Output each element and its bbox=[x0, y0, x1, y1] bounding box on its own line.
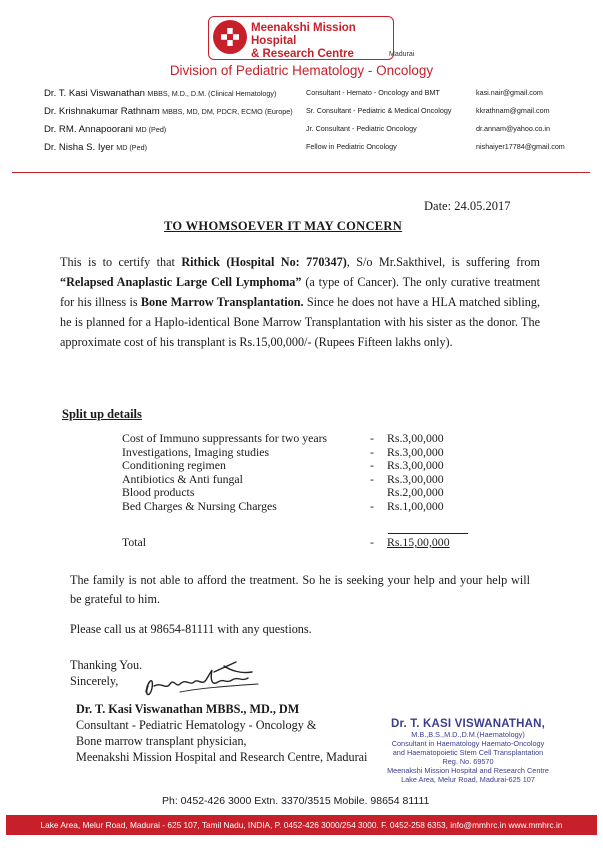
cost-dash: - bbox=[370, 444, 374, 459]
total-amount: Rs.15,00,000 bbox=[387, 535, 450, 549]
cost-amount: Rs.3,00,000 bbox=[387, 458, 444, 472]
phone-line: Ph: 0452-426 3000 Extn. 3370/3515 Mobile. 98654 81111 bbox=[162, 795, 430, 807]
doctor-name: Dr. Nisha S. Iyer bbox=[44, 142, 114, 153]
para-text: (a type of Cancer). The only curative treatment for his illness is bbox=[60, 275, 540, 309]
doctor-row bbox=[44, 124, 564, 142]
cost-row bbox=[122, 432, 482, 446]
cost-amount: Rs.2,00,000 bbox=[387, 485, 444, 499]
doctor-email: dr.annam@yahoo.co.in bbox=[476, 124, 551, 133]
signatory-title: Bone marrow transplant physician, bbox=[76, 734, 247, 748]
stamp-line: and Haematopoietic Stem Cell Transplantation bbox=[392, 748, 544, 757]
doctors-list bbox=[44, 88, 564, 160]
cost-row bbox=[122, 500, 482, 514]
cost-row bbox=[122, 459, 482, 473]
doctor-name: Dr. T. Kasi Viswanathan bbox=[44, 88, 145, 99]
family-paragraph: The family is not able to afford the treatment. So he is seeking your help and your help will be grateful to him. bbox=[70, 573, 530, 606]
logo-line2: & Research Centre bbox=[251, 48, 354, 60]
signatory-title: Meenakshi Mission Hospital and Research Centre, Madurai bbox=[76, 750, 368, 764]
cost-row bbox=[122, 446, 482, 460]
doctor-position: Jr. Consultant - Pediatric Oncology bbox=[306, 124, 417, 133]
treatment: Bone Marrow Transplantation. bbox=[140, 295, 304, 309]
closing bbox=[70, 657, 142, 689]
doctor-stamp bbox=[368, 718, 568, 784]
division-title: Division of Pediatric Hematology - Oncology bbox=[169, 63, 434, 78]
letter-date: Date: 24.05.2017 bbox=[424, 199, 511, 213]
doctor-row bbox=[44, 142, 564, 160]
cost-row bbox=[122, 473, 482, 487]
para-text: , S/o Mr.Sakthivel, is suffering from bbox=[346, 255, 540, 269]
sincerely-line: Sincerely, bbox=[70, 674, 119, 688]
split-up-title: Split up details bbox=[62, 407, 142, 421]
cost-dash: - bbox=[370, 498, 374, 513]
cost-label: Investigations, Imaging studies bbox=[122, 444, 270, 459]
thanking-line: Thanking You. bbox=[70, 658, 143, 672]
para-text: Since he does not have a HLA matched sibling, he is planned for a Haplo-identical Bone Marrow Transplantation with his sister as the donor. The approximate cost of his transplant is Rs.15,00,000/- (Rupees Fifteen lakhs only). bbox=[60, 295, 540, 349]
total-rule bbox=[388, 533, 468, 534]
doctor-position: Fellow in Pediatric Oncology bbox=[306, 142, 397, 151]
doctor-degrees: MBBS, M.D., D.M. (Clinical Hematology) bbox=[147, 89, 277, 98]
cost-dash: - bbox=[370, 471, 374, 486]
certificate-paragraph bbox=[60, 252, 540, 352]
cost-label: Blood products bbox=[122, 485, 195, 499]
cost-dash: - bbox=[370, 458, 374, 472]
cross-icon bbox=[213, 20, 247, 54]
cost-amount: Rs.3,00,000 bbox=[387, 431, 444, 445]
cost-row bbox=[122, 486, 482, 500]
doctor-degrees: MBBS, MD, DM, PDCR, ECMO (Europe) bbox=[162, 107, 293, 116]
stamp-name: Dr. T. KASI VISWANATHAN, bbox=[390, 718, 546, 730]
doctor-row bbox=[44, 88, 564, 106]
stamp-line: M.B.,B.S.,M.D.,D.M.(Haematology) bbox=[411, 730, 525, 739]
stamp-line: Consultant in Haematology Haemato-Oncology bbox=[391, 739, 545, 748]
stamp-line: Meenakshi Mission Hospital and Research Centre bbox=[387, 766, 549, 775]
stamp-line: Lake Area, Melur Road, Madurai-625 107 bbox=[401, 775, 535, 784]
doctor-name: Dr. RM. Annapoorani bbox=[44, 124, 134, 135]
cost-dash: - bbox=[370, 431, 374, 445]
doctor-position: Sr. Consultant - Pediatric & Medical Oncology bbox=[306, 106, 452, 115]
logo-line1: Meenakshi Mission Hospital bbox=[251, 22, 356, 47]
cost-label: Conditioning regimen bbox=[122, 458, 226, 472]
logo-text bbox=[251, 22, 393, 61]
cost-label: Bed Charges & Nursing Charges bbox=[122, 498, 277, 513]
doctor-degrees: MD (Ped) bbox=[116, 143, 147, 152]
stamp-line: Reg. No. 69570 bbox=[442, 757, 494, 766]
doctor-email: nishaiyer17784@gmail.com bbox=[476, 142, 565, 151]
total-label: Total bbox=[122, 535, 147, 549]
total-dash: - bbox=[370, 535, 374, 549]
handwritten-signature bbox=[140, 656, 270, 702]
para-text: This is to certify that bbox=[60, 255, 182, 269]
letter-heading: TO WHOMSOEVER IT MAY CONCERN bbox=[164, 219, 403, 233]
cost-table bbox=[122, 432, 482, 513]
signatory-name: Dr. T. Kasi Viswanathan MBBS., MD., DM bbox=[76, 702, 300, 716]
cost-amount: Rs.3,00,000 bbox=[387, 444, 444, 459]
cost-amount: Rs.1,00,000 bbox=[387, 498, 444, 513]
doctor-row bbox=[44, 106, 564, 124]
doctor-position: Consultant - Hemato - Oncology and BMT bbox=[306, 88, 440, 97]
signatory-block bbox=[76, 701, 367, 765]
signatory-title: Consultant - Pediatric Hematology - Oncology & bbox=[76, 718, 317, 732]
doctor-email: kasi.nair@gmail.com bbox=[476, 88, 543, 97]
hospital-logo bbox=[208, 16, 415, 60]
patient-name: Rithick (Hospital No: 770347) bbox=[181, 255, 347, 269]
doctor-name: Dr. Krishnakumar Rathnam bbox=[44, 106, 160, 117]
doctor-email: kkrathnam@gmail.com bbox=[476, 106, 550, 115]
contact-paragraph: Please call us at 98654-81111 with any questions. bbox=[70, 622, 312, 636]
cost-label: Antibiotics & Anti fungal bbox=[122, 471, 243, 486]
diagnosis: “Relapsed Anaplastic Large Cell Lymphoma” bbox=[60, 275, 302, 289]
doctor-degrees: MD (Ped) bbox=[135, 125, 167, 134]
cost-label: Cost of Immuno suppressants for two years bbox=[122, 431, 328, 445]
total-row bbox=[122, 536, 482, 550]
address-footer: Lake Area, Melur Road, Madurai - 625 107, Tamil Nadu, INDIA, P. 0452-426 3000/254 3000. F. 0452-258 6353, info@mmhrc.in www.mmhrc.in bbox=[6, 815, 597, 835]
header-divider bbox=[12, 172, 590, 173]
logo-city: Madurai bbox=[389, 51, 415, 58]
cost-amount: Rs.3,00,000 bbox=[387, 471, 444, 486]
